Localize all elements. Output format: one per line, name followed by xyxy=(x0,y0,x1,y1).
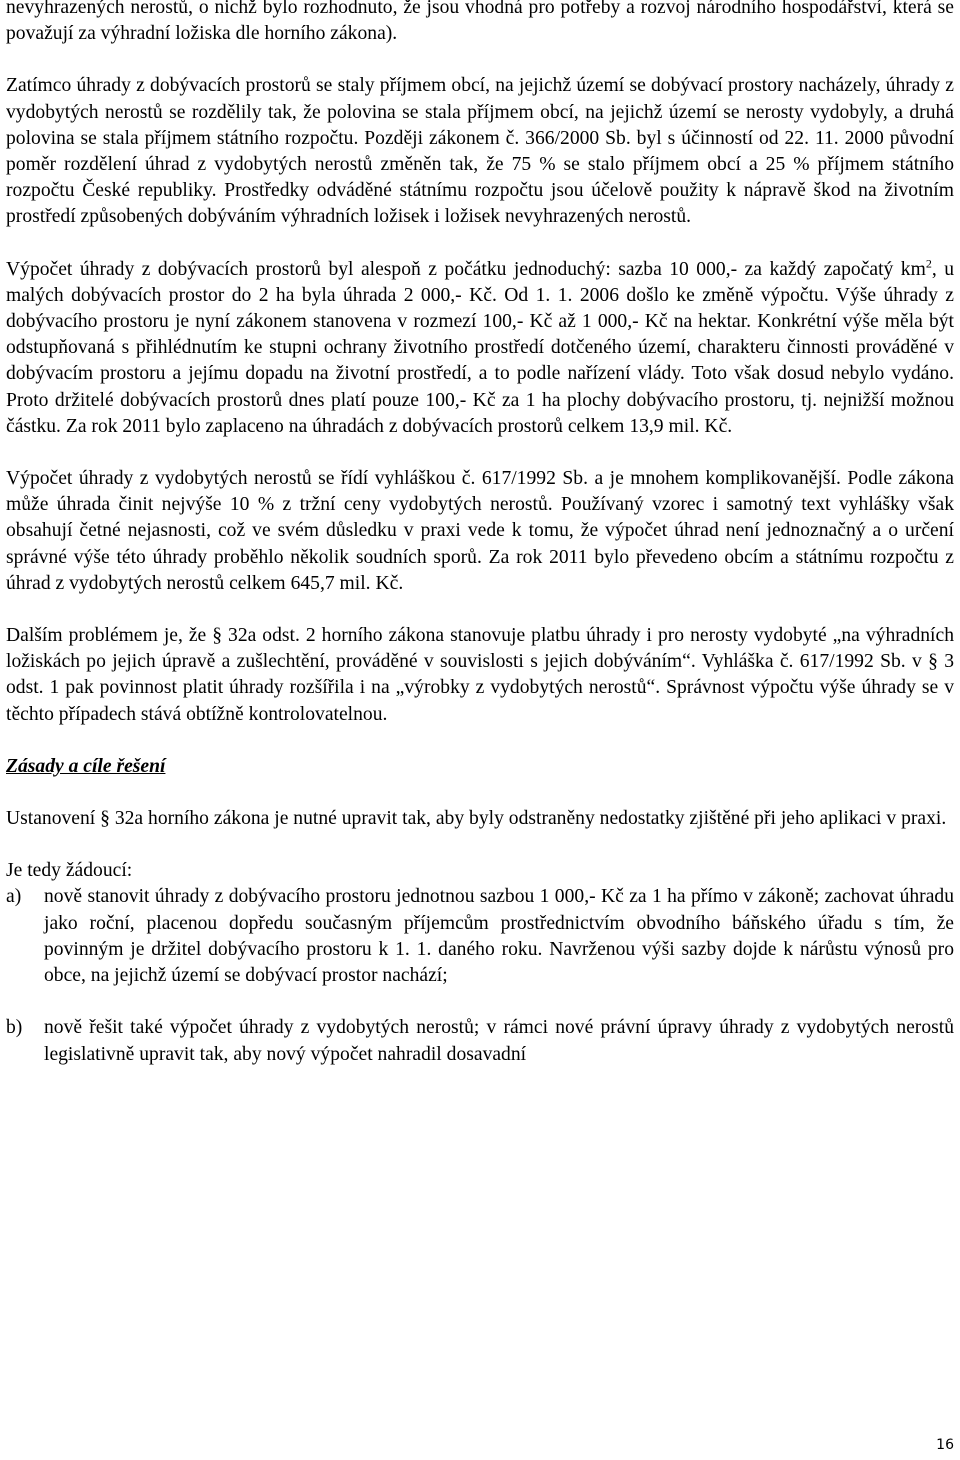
list-item-text: nově stanovit úhrady z dobývacího prostoru jednotnou sazbou 1 000,- Kč za 1 ha přímo v zákoně; zachovat úhradu jako roční, placenou dopředu současným příjemcům prostřednictvím obvodního báňského úřadu s tím, že povinným je držitel dobývacího prostoru k 1. 1. daného roku. Navrženou výši sazby dojde k nárůstu výnosů pro obce, na jejichž území se dobývací prostor nachází; xyxy=(44,886,954,987)
paragraph-mining-area-fee xyxy=(6,257,954,440)
paragraph-provision: Ustanovení § 32a horního zákona je nutné upravit tak, aby byly odstraněny nedostatky zjištěné při jeho aplikaci v praxi. xyxy=(6,808,947,830)
list-item xyxy=(6,884,954,989)
km-superscript: 2 xyxy=(925,256,932,271)
paragraph-desirable: Je tedy žádoucí: xyxy=(6,860,133,882)
list-marker: b) xyxy=(6,1017,23,1039)
list-marker: a) xyxy=(6,886,22,908)
paragraph-revenue-distribution: Zatímco úhrady z dobývacích prostorů se staly příjmem obcí, na jejichž území se dobývací prostory nacházely, úhrady z vydobytých nerostů se rozdělily tak, že polovina se stala příjmem obcí, na jejichž území se nerosty vydobyly, a druhá polovina se stala příjmem státního rozpočtu. Později zákonem č. 366/2000 Sb. byl s účinností od 22. 11. 2000 původní poměr rozdělení úhrad z vydobytých nerostů změněn tak, že 75 % se stalo příjmem obcí a 25 % příjmem státního rozpočtu České republiky. Prostředky odváděné státnímu rozpočtu jsou účelově použity k nápravě škod na životním prostředí způsobených dobýváním výhradních ložisek i ložisek nevyhrazených nerostů. xyxy=(6,75,954,228)
list-item-text: nově řešit také výpočet úhrady z vydobytých nerostů; v rámci nové právní úpravy úhrady z vydobytých nerostů legislativně upravit tak, aby nový výpočet nahradil dosavadní xyxy=(44,1017,954,1065)
paragraph-extracted-minerals-fee: Výpočet úhrady z vydobytých nerostů se řídí vyhláškou č. 617/1992 Sb. a je mnohem komplikovanější. Podle zákona může úhrada činit nejvýše 10 % z tržní ceny vydobytých nerostů. Používaný vzorec i samotný text vyhlášky však obsahují četné nejasnosti, což ve svém důsledku v praxi vede k tomu, že výpočet úhrad není jednoznačný a o určení správné výše této úhrady proběhlo několik soudních sporů. Za rok 2011 bylo převedeno obcím a státnímu rozpočtu z úhrad z vydobytých nerostů celkem 645,7 mil. Kč. xyxy=(6,468,954,594)
fee-text-part2: , u malých dobývacích prostor do 2 ha byla úhrada 2 000,- Kč. Od 1. 1. 2006 došlo ke změně výpočtu. Výše úhrady z dobývacího prostoru je nyní zákonem stanovena v rozmezí 100,- Kč až 1 000,- Kč na hektar. Konkrétní výše měla být odstupňovaná s přihlédnutím ke stupni ochrany životního prostředí dotčeného území, charakteru činnosti prováděné v dobývacím prostoru a jejímu dopadu na životní prostředí, a to podle nařízení vlády. Toto však dosud nebylo vydáno. Proto držitelé dobývacích prostorů dnes platí pouze 100,- Kč za 1 ha plochy dobývacího prostoru, tj. nejnižší možnou částku. Za rok 2011 bylo zaplaceno na úhradách z dobývacích prostorů celkem 13,9 mil. Kč. xyxy=(6,258,954,437)
list-item xyxy=(6,1015,954,1067)
document-page xyxy=(6,0,954,1068)
fee-text-part1: Výpočet úhrady z dobývacích prostorů byl alespoň z počátku jednoduchý: sazba 10 000,- za každý započatý km xyxy=(6,258,926,280)
section-heading: Zásady a cíle řešení xyxy=(6,755,166,777)
page-number: 16 xyxy=(936,1437,954,1453)
paragraph-intro-continuation: nevyhrazených nerostů, o nichž bylo rozhodnuto, že jsou vhodná pro potřeby a rozvoj národního hospodářství, která se považují za výhradní ložiska dle horního zákona). xyxy=(6,0,954,45)
paragraph-further-problem: Dalším problémem je, že § 32a odst. 2 horního zákona stanovuje platbu úhrady i pro nerosty vydobyté „na výhradních ložiskách po jejich úpravě a zušlechtění, prováděné v souvislosti s jejich dobýváním“. Vyhláška č. 617/1992 Sb. v § 3 odst. 1 pak povinnost platit úhrady rozšířila i na „výrobky z vydobytých nerostů“. Správnost výpočtu výše úhrady se v těchto případech stává obtížně kontrolovatelnou. xyxy=(6,625,954,725)
